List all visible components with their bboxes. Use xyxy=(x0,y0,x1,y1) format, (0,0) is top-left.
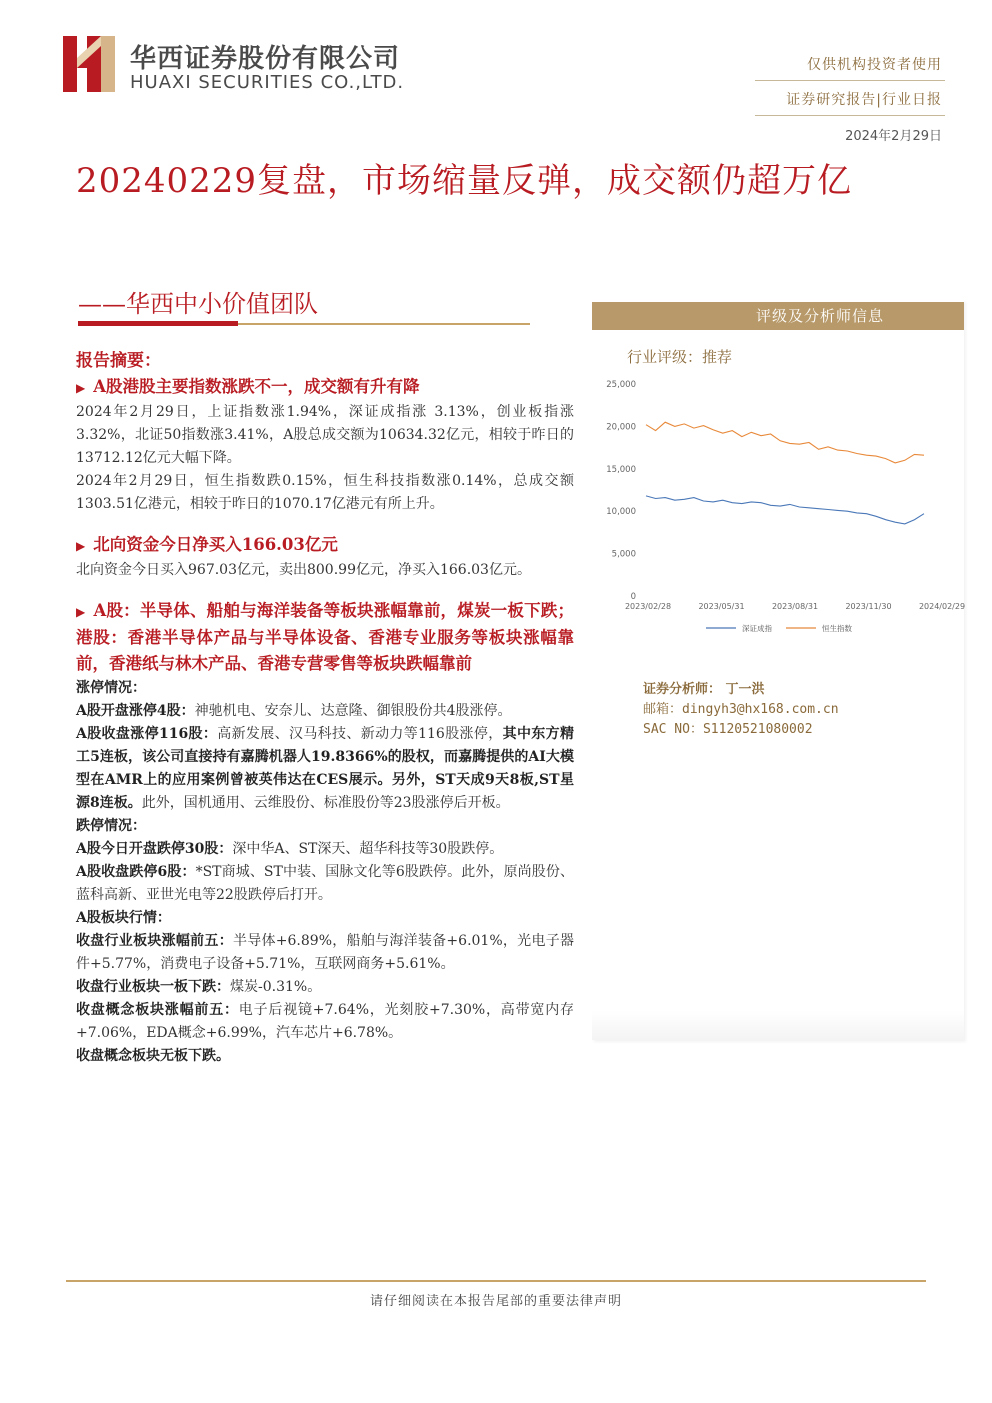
limit-up-heading: 涨停情况： xyxy=(76,680,146,696)
paragraph: 2024年2月29日，恒生指数跌0.15%，恒生科技指数涨0.14%，总成交额1303.51亿港元，相较于昨日的1070.17亿港元有所上升。 xyxy=(76,473,574,512)
bullet-heading: ▶ A股：半导体、船舶与海洋装备等板块涨幅靠前，煤炭一板下跌；港股：香港半导体产品与半导体设备、香港专业服务等板块涨幅靠前，香港纸与林木产品、香港专营零售等板块跌幅靠前 xyxy=(76,601,574,673)
paragraph: A股收盘涨停116股：高新发展、汉马科技、新动力等116股涨停，其中东方精工5连板，该公司直接持有嘉腾机器人19.8366%的股权，而嘉腾提供的AI大模型在AMR上的应用案例曾被英伟达在CES展示。另外，ST天成9天8板,ST星源8连板。此外，国机通用、云维股份、标准股份等23股涨停后开板。 xyxy=(76,726,574,811)
footer-divider xyxy=(66,1280,926,1282)
industry-rating: 行业评级：推荐 xyxy=(627,348,733,366)
paragraph: 收盘概念板块无板下跌。 xyxy=(76,1048,230,1064)
analyst-sac: SAC NO：S1120521080002 xyxy=(643,722,813,737)
series-line-0 xyxy=(646,496,924,524)
paragraph: A股今日开盘跌停30股：深中华A、ST深天、超华科技等30股跌停。 xyxy=(76,841,504,857)
paragraph: A股开盘涨停4股：神驰机电、安奈儿、达意隆、御银股份共4股涨停。 xyxy=(76,703,512,719)
bullet-heading: ▶ A股港股主要指数涨跌不一，成交额有升有降 xyxy=(76,377,420,396)
triangle-bullet-icon: ▶ xyxy=(76,605,86,619)
title-underline xyxy=(238,323,530,325)
bullet-heading: ▶ 北向资金今日净买入166.03亿元 xyxy=(76,535,338,554)
paragraph: 收盘行业板块一板下跌：煤炭-0.31%。 xyxy=(76,979,322,995)
sidebar-header: 评级及分析师信息 xyxy=(592,302,964,330)
series-line-1 xyxy=(646,422,924,463)
header-divider xyxy=(755,80,945,81)
limit-down-heading: 跌停情况： xyxy=(76,818,146,834)
company-logo xyxy=(63,36,115,92)
paragraph: A股收盘跌停6股：*ST商城、ST中装、国脉文化等6股跌停。此外，原尚股份、蓝科高新、亚世光电等22股跌停后打开。 xyxy=(76,864,575,903)
company-name-en: HUAXI SECURITIES CO.,LTD. xyxy=(130,72,405,93)
analyst-email: 邮箱：dingyh3@hx168.com.cn xyxy=(643,702,839,717)
x-tick-label: 2023/08/31 xyxy=(771,602,819,611)
usage-note: 仅供机构投资者使用 xyxy=(807,57,942,73)
y-tick-label: 20,000 xyxy=(606,422,636,433)
analyst-info xyxy=(643,680,839,740)
y-tick-label: 25,000 xyxy=(606,380,636,390)
header-divider xyxy=(755,115,945,116)
legend-label: 深证成指 xyxy=(742,624,772,633)
report-date: 2024年2月29日 xyxy=(845,129,942,144)
report-title: 20240229复盘，市场缩量反弹，成交额仍超万亿 xyxy=(76,161,853,201)
x-tick-label: 2023/02/28 xyxy=(624,602,672,611)
y-tick-label: 5,000 xyxy=(611,549,636,560)
paragraph: 2024年2月29日，上证指数涨1.94%，深证成指涨 3.13%，创业板指涨3.32%，北证50指数涨3.41%，A股总成交额为10634.32亿元，相较于昨日的13712.12亿元大幅下降。 xyxy=(76,404,574,466)
index-line-chart xyxy=(598,372,966,642)
x-tick-label: 2024/02/29 xyxy=(918,602,966,611)
report-summary xyxy=(76,348,574,1068)
triangle-bullet-icon: ▶ xyxy=(76,381,86,395)
report-type: 证券研究报告|行业日报 xyxy=(786,92,942,108)
team-name: ——华西中小价值团队 xyxy=(78,290,318,318)
y-tick-label: 0 xyxy=(630,592,636,602)
x-tick-label: 2023/05/31 xyxy=(698,602,745,611)
x-tick-label: 2023/11/30 xyxy=(845,602,892,611)
y-tick-label: 10,000 xyxy=(606,507,636,518)
summary-heading: 报告摘要： xyxy=(76,351,161,371)
title-underline xyxy=(78,321,238,326)
paragraph: 北向资金今日买入967.03亿元，卖出800.99亿元，净买入166.03亿元。 xyxy=(76,562,531,578)
analyst-name: 证券分析师： 丁一洪 xyxy=(643,682,765,697)
sector-heading: A股板块行情： xyxy=(76,910,171,926)
triangle-bullet-icon: ▶ xyxy=(76,539,86,553)
company-name-cn: 华西证券股份有限公司 xyxy=(130,44,401,74)
paragraph: 收盘行业板块涨幅前五：半导体+6.89%，船舶与海洋装备+6.01%，光电子器件+5.77%，消费电子设备+5.71%，互联网商务+5.61%。 xyxy=(76,933,574,972)
y-tick-label: 15,000 xyxy=(606,464,636,475)
footer-note: 请仔细阅读在本报告尾部的重要法律声明 xyxy=(369,1294,622,1309)
legend-label: 恒生指数 xyxy=(822,624,852,633)
paragraph: 收盘概念板块涨幅前五：电子后视镜+7.64%，光刻胶+7.30%，高带宽内存+7.06%，EDA概念+6.99%，汽车芯片+6.78%。 xyxy=(76,1002,574,1041)
